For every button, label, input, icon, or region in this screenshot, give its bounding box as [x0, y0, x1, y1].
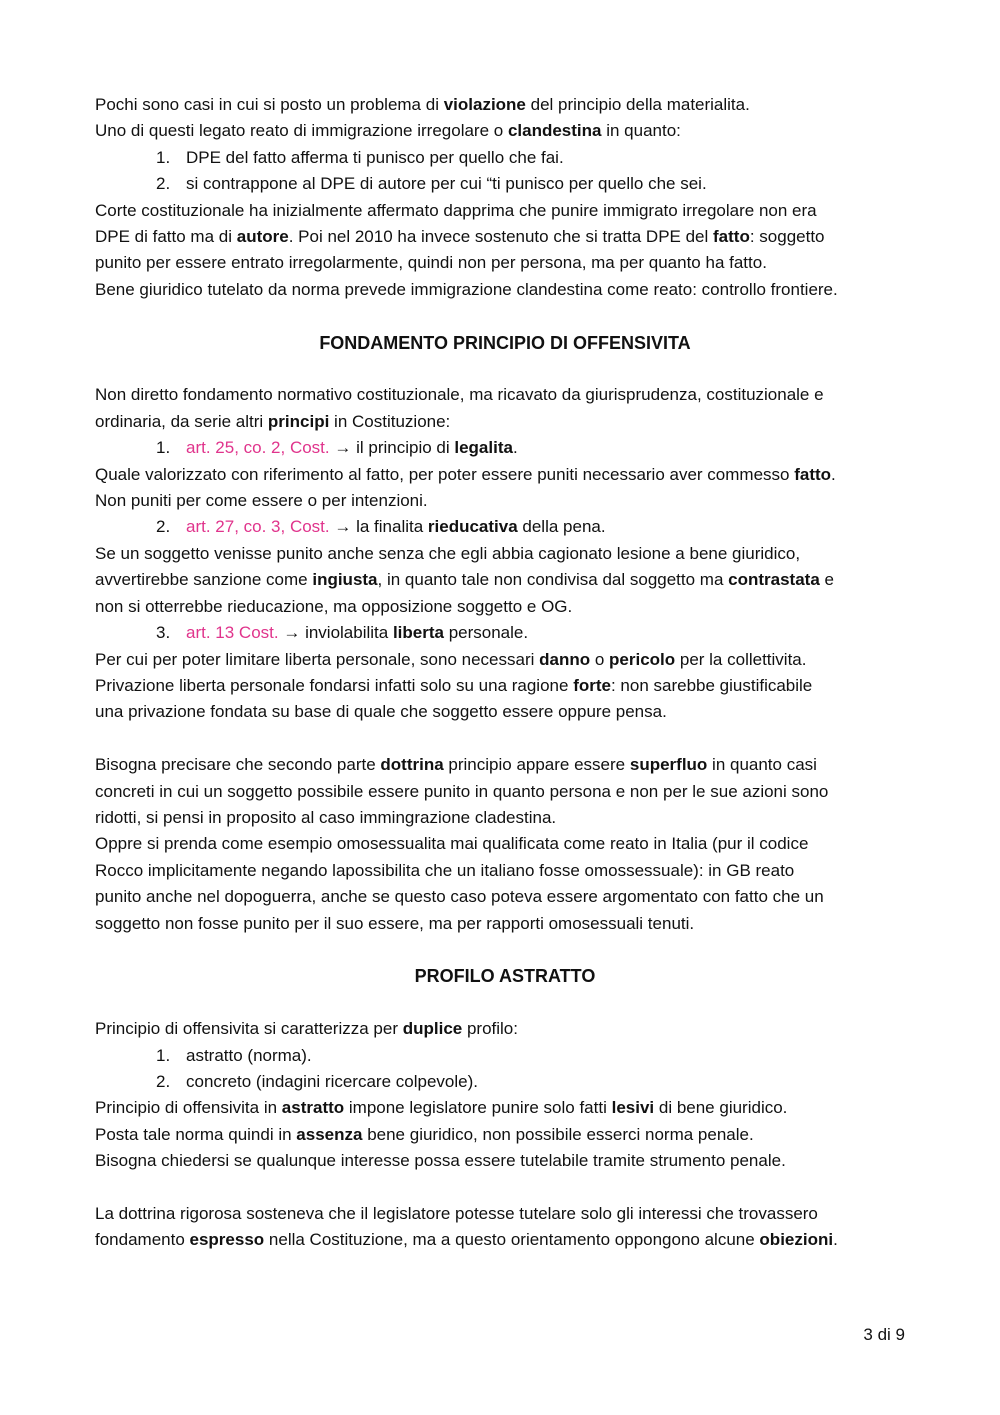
arrow-icon: → — [334, 438, 352, 458]
paragraph: Posta tale norma quindi in assenza bene giuridico, non possibile esserci norma penale. — [95, 1124, 754, 1144]
paragraph: Pochi sono casi in cui si posto un problema di violazione del principio della materialita. — [95, 95, 750, 114]
paragraph-line: Privazione liberta personale fondarsi infatti solo su una ragione forte: non sarebbe giustificabile — [95, 675, 813, 695]
arrow-icon: → — [283, 623, 301, 643]
list-item: 1. astratto (norma). — [156, 1045, 312, 1065]
paragraph-line: Se un soggetto venisse punito anche senza che egli abbia cagionato lesione a bene giuridico, — [95, 543, 801, 563]
list-item: 1. art. 25, co. 2, Cost. → il principio di legalita. — [156, 438, 518, 458]
paragraph: Bene giuridico tutelato da norma prevede immigrazione clandestina come reato: controllo frontiere. — [95, 279, 838, 299]
paragraph-line: Oppre si prenda come esempio omosessualita mai qualificata come reato in Italia (pur il codice — [95, 834, 809, 854]
list-item: 2. si contrappone al DPE di autore per cui “ti punisco per quello che sei. — [156, 174, 707, 194]
paragraph-line: non si otterrebbe rieducazione, ma opposizione soggetto e OG. — [95, 596, 573, 616]
arrow-icon: → — [334, 517, 352, 537]
list-item: 2. art. 27, co. 3, Cost. → la finalita rieducativa della pena. — [156, 517, 606, 537]
paragraph-line: Non diretto fondamento normativo costituzionale, ma ricavato da giurisprudenza, costituzionale e — [95, 385, 824, 405]
paragraph-line: DPE di fatto ma di autore. Poi nel 2010 ha invece sostenuto che si tratta DPE del fatto: soggetto — [95, 227, 825, 247]
paragraph-line: La dottrina rigorosa sosteneva che il legislatore potesse tutelare solo gli interessi che trovassero — [95, 1203, 818, 1223]
document-page — [95, 92, 915, 1254]
paragraph-line: punito per essere entrato irregolarmente, quindi non per persona, ma per quanto ha fatto. — [95, 253, 767, 273]
paragraph-line: avvertirebbe sanzione come ingiusta, in quanto tale non condivisa dal soggetto ma contrastata e — [95, 570, 834, 590]
article-reference: art. 25, co. 2, Cost. — [186, 438, 330, 458]
paragraph-line: ordinaria, da serie altri principi in Costituzione: — [95, 411, 451, 431]
page-number: 3 di 9 — [863, 1325, 905, 1344]
paragraph: Uno di questi legato reato di immigrazione irregolare o clandestina in quanto: — [95, 121, 681, 141]
paragraph-line: Rocco implicitamente negando lapossibilita che un italiano fosse omossessuale): in GB reato — [95, 860, 795, 880]
list-item: 1. DPE del fatto afferma ti punisco per quello che fai. — [156, 147, 564, 167]
paragraph-line: concreti in cui un soggetto possibile essere punito in quanto persona e non per le sue azioni sono — [95, 781, 829, 801]
paragraph: Principio di offensivita si caratterizza per duplice profilo: — [95, 1019, 518, 1039]
article-reference: art. 27, co. 3, Cost. — [186, 517, 330, 537]
section-heading: FONDAMENTO PRINCIPIO DI OFFENSIVITA — [319, 332, 691, 353]
paragraph-line: Corte costituzionale ha inizialmente affermato dapprima che punire immigrato irregolare non era — [95, 200, 817, 220]
article-reference: art. 13 Cost. — [186, 623, 279, 643]
paragraph: Bisogna chiedersi se qualunque interesse possa essere tutelabile tramite strumento penale. — [95, 1151, 786, 1171]
paragraph: Principio di offensivita in astratto impone legislatore punire solo fatti lesivi di bene giuridico. — [95, 1098, 788, 1118]
paragraph-line: Bisogna precisare che secondo parte dottrina principio appare essere superfluo in quanto casi — [95, 755, 817, 775]
list-item: 3. art. 13 Cost. → inviolabilita liberta personale. — [156, 623, 529, 643]
paragraph-line: Quale valorizzato con riferimento al fatto, per poter essere puniti necessario aver commesso fatto. — [95, 464, 836, 484]
paragraph-line: Non puniti per come essere o per intenzioni. — [95, 491, 428, 511]
paragraph-line: Per cui per poter limitare liberta personale, sono necessari danno o pericolo per la collettivita. — [95, 649, 807, 669]
paragraph-line: ridotti, si pensi in proposito al caso immingrazione cladestina. — [95, 807, 557, 827]
paragraph-line: punito anche nel dopoguerra, anche se questo caso poteva essere argomentato con fatto che un — [95, 887, 824, 907]
paragraph-line: fondamento espresso nella Costituzione, ma a questo orientamento oppongono alcune obiezioni. — [95, 1230, 838, 1250]
section-heading: PROFILO ASTRATTO — [414, 966, 596, 987]
list-item: 2. concreto (indagini ricercare colpevole). — [156, 1071, 478, 1091]
paragraph-line: una privazione fondata su base di quale che soggetto essere oppure pensa. — [95, 702, 667, 722]
paragraph-line: soggetto non fosse punito per il suo essere, ma per rapporti omosessuali tenuti. — [95, 913, 695, 933]
